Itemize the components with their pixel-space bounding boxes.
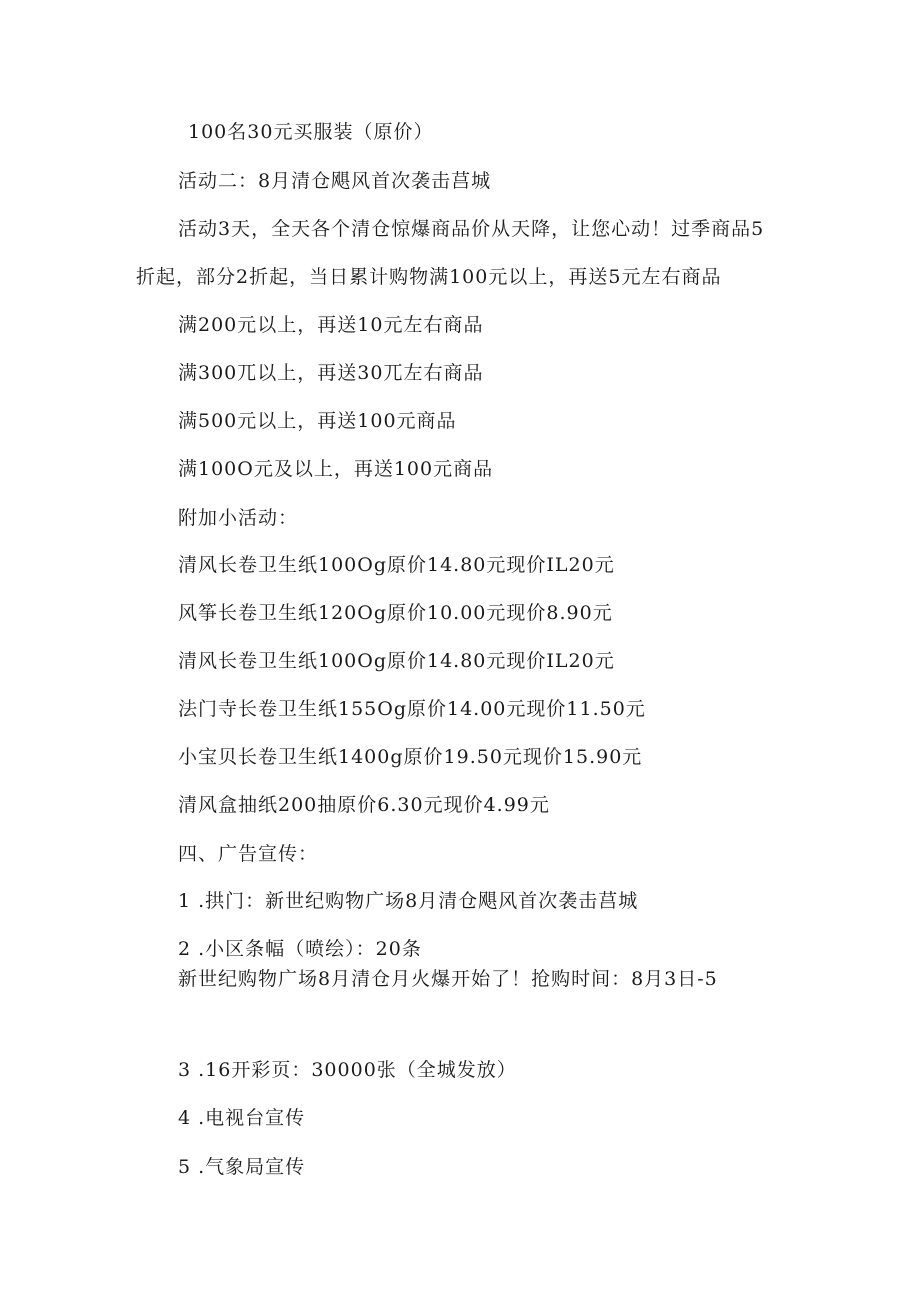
list-item: 1 .拱门：新世纪购物广场8月清仓飓风首次袭击莒城 xyxy=(178,890,639,912)
section-heading: 活动二：8月清仓飓风首次袭击莒城 xyxy=(178,170,492,192)
section-heading: 附加小活动： xyxy=(178,507,299,529)
text-line: 满300兀以上，再送30兀左右商品 xyxy=(178,362,484,384)
product-line: 法门寺长卷卫生纸155Og原价14.00元现价11.50元 xyxy=(178,698,646,720)
list-item: 5 .气象局宣传 xyxy=(178,1156,306,1178)
list-item: 4 .电视台宣传 xyxy=(178,1107,306,1129)
product-line: 清风长卷卫生纸100Og原价14.80元现价IL20元 xyxy=(178,554,615,576)
product-line: 风筝长卷卫生纸120Og原价10.00元现价8.90元 xyxy=(178,602,613,624)
text-line: 折起，部分2折起，当日累计购物满100元以上，再送5元左右商品 xyxy=(136,266,722,288)
text-line: 新世纪购物广场8月清仓月火爆开始了！抢购时间：8月3日-5 xyxy=(178,968,718,990)
text-line: 满200元以上，再送10元左右商品 xyxy=(178,314,484,336)
list-item: 3 .16开彩页：30000张（全城发放） xyxy=(178,1059,517,1081)
list-item: 2 .小区条幅（喷绘）：20条 xyxy=(178,938,422,960)
product-line: 清风盒抽纸200抽原价6.30元现价4.99元 xyxy=(178,794,550,816)
product-line: 清风长卷卫生纸100Og原价14.80元现价IL20元 xyxy=(178,650,615,672)
text-line: 满500元以上，再送100元商品 xyxy=(178,410,457,432)
text-line: 活动3天，全天各个清仓惊爆商品价从天降，让您心动！过季商品5 xyxy=(178,218,765,240)
text-line: 满100O元及以上，再送100元商品 xyxy=(178,458,494,480)
section-heading: 四、广告宣传： xyxy=(178,843,319,865)
text-line: 100名30元买服装（原价） xyxy=(188,121,434,143)
product-line: 小宝贝长卷卫生纸1400g原价19.50元现价15.90元 xyxy=(178,746,643,768)
